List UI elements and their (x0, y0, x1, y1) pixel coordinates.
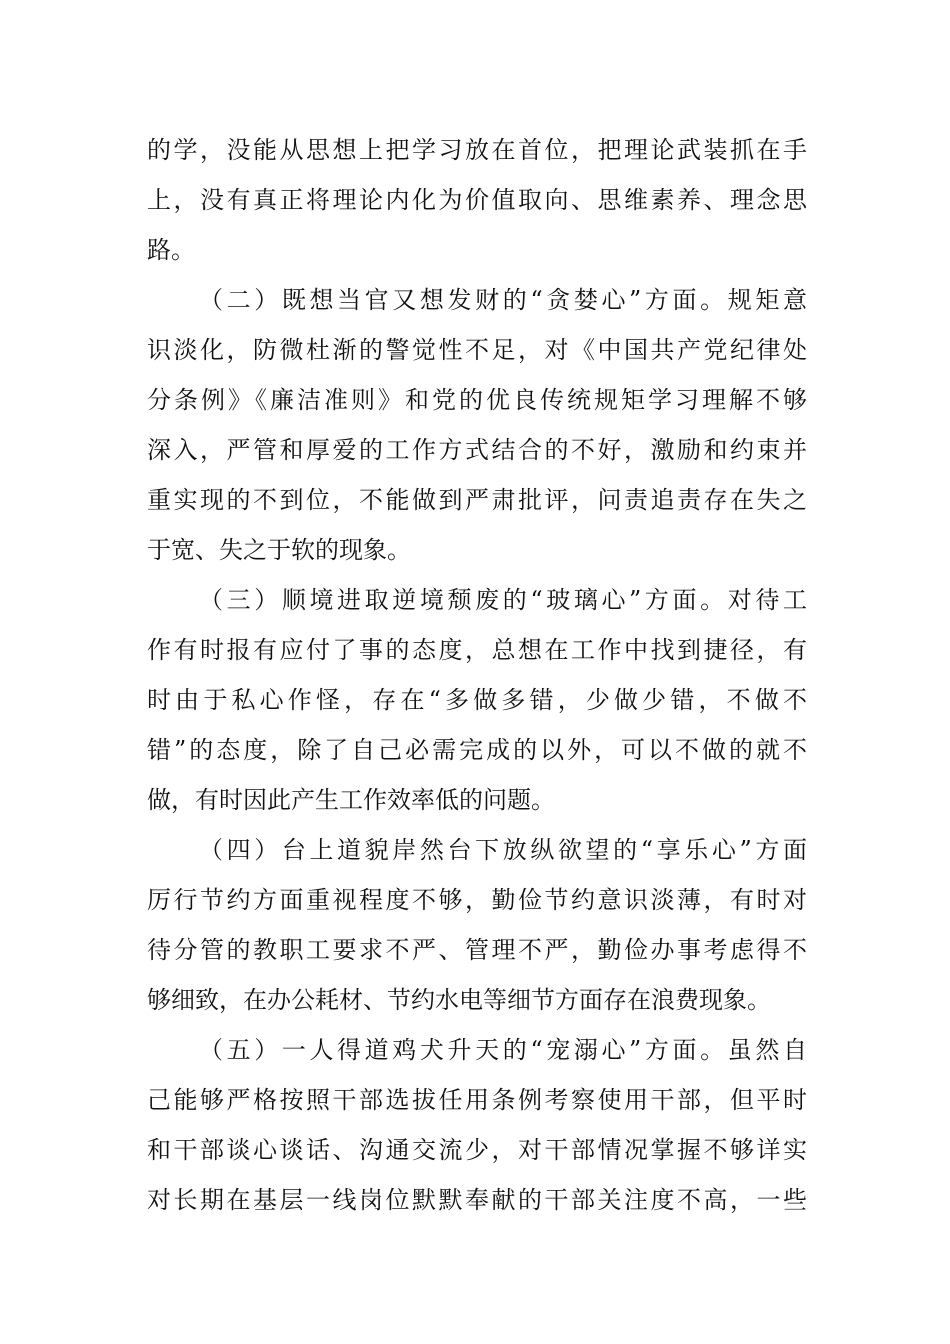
paragraph (147, 825, 807, 1025)
text-line: 重实现的不到位，不能做到严肃批评，问责追责存在失之 (147, 486, 807, 514)
text-line: （四）台上道貌岸然台下放纵欲望的“享乐心”方面 (199, 836, 807, 864)
text-line: 己能够严格按照干部选拔任用条例考察使用干部，但平时 (147, 1086, 807, 1114)
text-line: 路。 (147, 236, 195, 264)
document-body (147, 125, 807, 1225)
text-line: 于宽、失之于软的现象。 (147, 536, 411, 564)
paragraph (147, 125, 807, 275)
text-line: （三）顺境进取逆境颓废的“玻璃心”方面。对待工 (199, 586, 807, 614)
text-line: 作有时报有应付了事的态度，总想在工作中找到捷径，有 (147, 636, 807, 664)
paragraph (147, 575, 807, 825)
text-line: （二）既想当官又想发财的“贪婪心”方面。规矩意 (199, 286, 807, 314)
text-line: 和干部谈心谈话、沟通交流少，对干部情况掌握不够详实 (147, 1136, 807, 1164)
text-line: 够细致，在办公耗材、节约水电等细节方面存在浪费现象。 (147, 986, 771, 1014)
text-line: 时由于私心作怪，存在“多做多错，少做少错，不做不 (147, 686, 807, 714)
text-line: 识淡化，防微杜渐的警觉性不足，对《中国共产党纪律处 (147, 336, 807, 364)
text-line: 分条例》《廉洁准则》和党的优良传统规矩学习理解不够 (147, 386, 807, 414)
text-line: 错”的态度，除了自己必需完成的以外，可以不做的就不 (147, 736, 807, 764)
text-line: 对长期在基层一线岗位默默奉献的干部关注度不高，一些 (147, 1186, 807, 1214)
text-line: 上，没有真正将理论内化为价值取向、思维素养、理念思 (147, 186, 807, 214)
text-line: 深入，严管和厚爱的工作方式结合的不好，激励和约束并 (147, 436, 807, 464)
paragraph (147, 1025, 807, 1225)
text-line: 待分管的教职工要求不严、管理不严，勤俭办事考虑得不 (147, 936, 807, 964)
text-line: 厉行节约方面重视程度不够，勤俭节约意识淡薄，有时对 (147, 886, 807, 914)
text-line: （五）一人得道鸡犬升天的“宠溺心”方面。虽然自 (199, 1036, 807, 1064)
text-line: 做，有时因此产生工作效率低的问题。 (147, 786, 555, 814)
paragraph (147, 275, 807, 575)
text-line: 的学，没能从思想上把学习放在首位，把理论武装抓在手 (147, 136, 807, 164)
